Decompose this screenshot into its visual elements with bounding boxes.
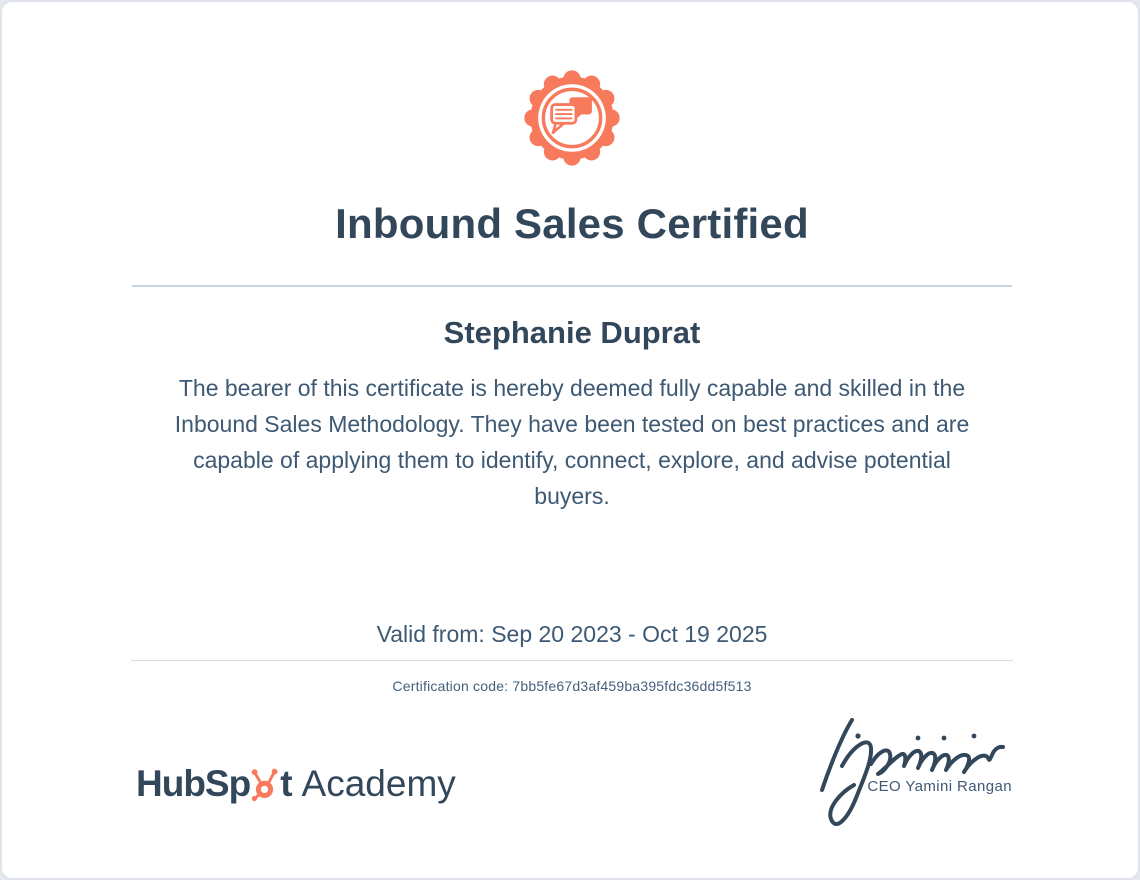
certification-code: Certification code: 7bb5fe67d3af459ba395fdc36dd5f513 <box>392 678 752 694</box>
logo-text-right: t <box>280 763 292 804</box>
certificate-description <box>72 370 1072 514</box>
certificate-title: Inbound Sales Certified <box>335 200 809 247</box>
validity-range: Valid from: Sep 20 2023 - Oct 19 2025 <box>376 621 768 647</box>
logo-text-left: HubSp <box>136 763 251 804</box>
title-divider <box>132 285 1012 287</box>
hubspot-sprocket-icon <box>249 762 280 803</box>
description-line: buyers. <box>534 483 610 509</box>
certification-badge-seal-icon <box>520 66 624 170</box>
signer-name: CEO Yamini Rangan <box>867 778 1012 795</box>
description-line: The bearer of this certificate is hereby deemed fully capable and skilled in the <box>178 375 966 401</box>
recipient-name: Stephanie Duprat <box>443 315 701 350</box>
description-line: Inbound Sales Methodology. They have been tested on best practices and are <box>174 411 970 437</box>
description-line: capable of applying them to identify, connect, explore, and advise potential <box>193 447 951 473</box>
handwritten-signature-icon <box>814 714 1018 838</box>
signature-block <box>814 714 1018 838</box>
logo-text-academy: Academy <box>301 763 456 804</box>
hubspot-academy-logo <box>136 746 456 802</box>
code-divider <box>131 660 1013 661</box>
